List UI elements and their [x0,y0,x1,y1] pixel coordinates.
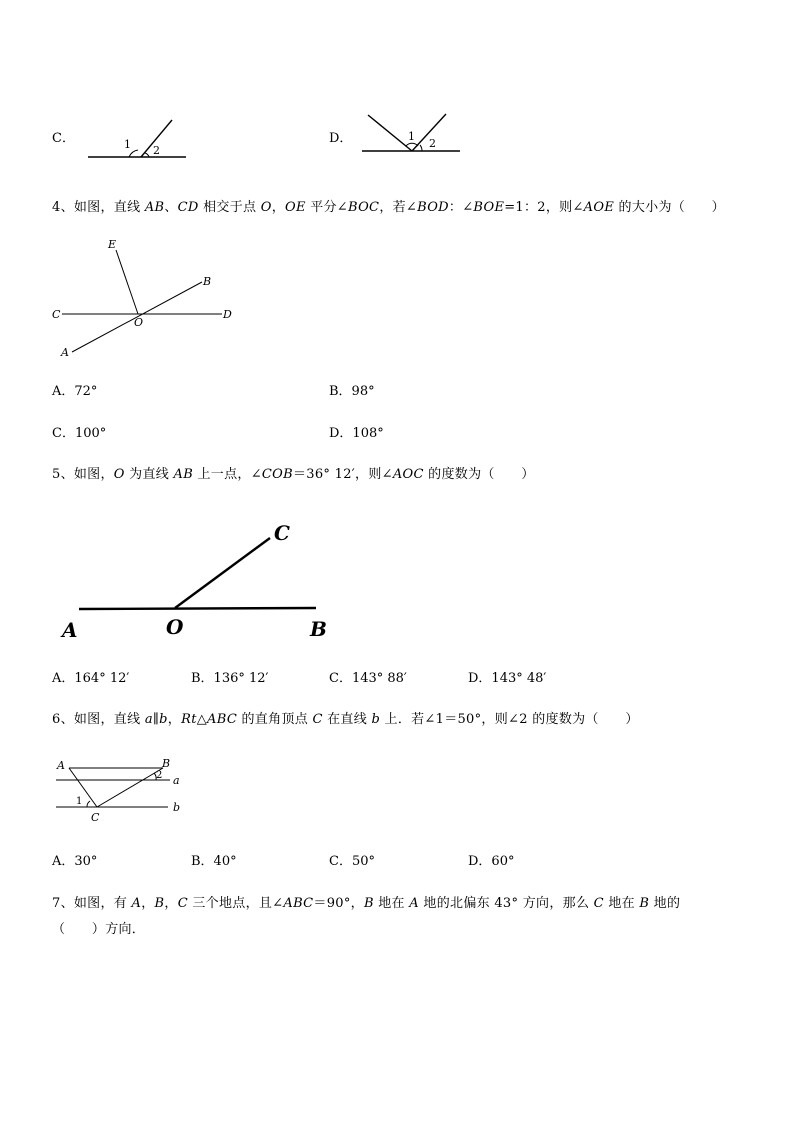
q6-label-line-a: a [173,774,180,787]
q4-stem: 4、如图，直线 AB、CD 相交于点 O，OE 平分∠BOC，若∠BOD：∠BOE=1：2，则∠AOE 的大小为（ ） [52,200,725,215]
q6-option-c[interactable]: C．50° [329,854,375,869]
q5-stem: 5、如图，O 为直线 AB 上一点，∠COB＝36° 12′，则∠AOC 的度数为（ ） [52,467,535,482]
q6-label-a: A [57,759,65,772]
q4-label-d: D [223,308,232,321]
q5-option-d[interactable]: D．143° 48′ [468,671,547,686]
q7-stem-line2: （ ）方向． [52,922,146,937]
q6-label-b: B [162,757,171,770]
q6-stem: 6、如图，直线 a∥b，Rt△ABC 的直角顶点 C 在直线 b 上．若∠1＝50°，则∠2 的度数为（ ） [52,712,639,727]
q5-label-a: A [62,618,78,642]
q3d-angle2-label: 2 [429,137,436,150]
q3c-angle1-label: 1 [124,138,131,151]
q4-option-c[interactable]: C．100° [52,426,107,441]
q5-option-a[interactable]: A．164° 12′ [52,671,130,686]
q6-side-bc [97,768,163,807]
q6-label-line-b: b [173,801,181,814]
q4-option-b[interactable]: B．98° [329,384,375,399]
q6-arc-1 [87,801,90,807]
q3d-angle1-label: 1 [408,130,415,143]
q4-label-b: B [203,275,212,288]
q3-option-d-label: D． [329,131,353,146]
q3c-angle2-label: 2 [153,144,160,157]
q6-option-b[interactable]: B．40° [191,854,237,869]
q4-label-c: C [52,308,61,321]
q4-label-e: E [108,238,117,251]
q3-option-c-label: C． [52,131,75,146]
q6-side-ac [69,768,97,807]
q6-option-a[interactable]: A．30° [52,854,98,869]
q4-label-a: A [61,346,69,359]
q5-label-c: C [274,521,290,545]
q4-option-d[interactable]: D．108° [329,426,384,441]
q5-option-c[interactable]: C．143° 88′ [329,671,407,686]
q6-angle2-label: 2 [156,770,163,781]
q5-option-b[interactable]: B．136° 12′ [191,671,269,686]
q5-label-o: O [166,615,184,639]
q7-stem-line1: 7、如图，有 A，B，C 三个地点，且∠ABC＝90°，B 地在 A 地的北偏东 43° 方向，那么 C 地在 B 地的 [52,896,681,911]
q5-label-b: B [310,617,327,641]
q4-option-a[interactable]: A．72° [52,384,98,399]
q4-label-o: O [134,316,144,329]
q6-option-d[interactable]: D．60° [468,854,515,869]
q6-angle1-label: 1 [76,796,83,807]
q6-label-c: C [91,811,100,824]
